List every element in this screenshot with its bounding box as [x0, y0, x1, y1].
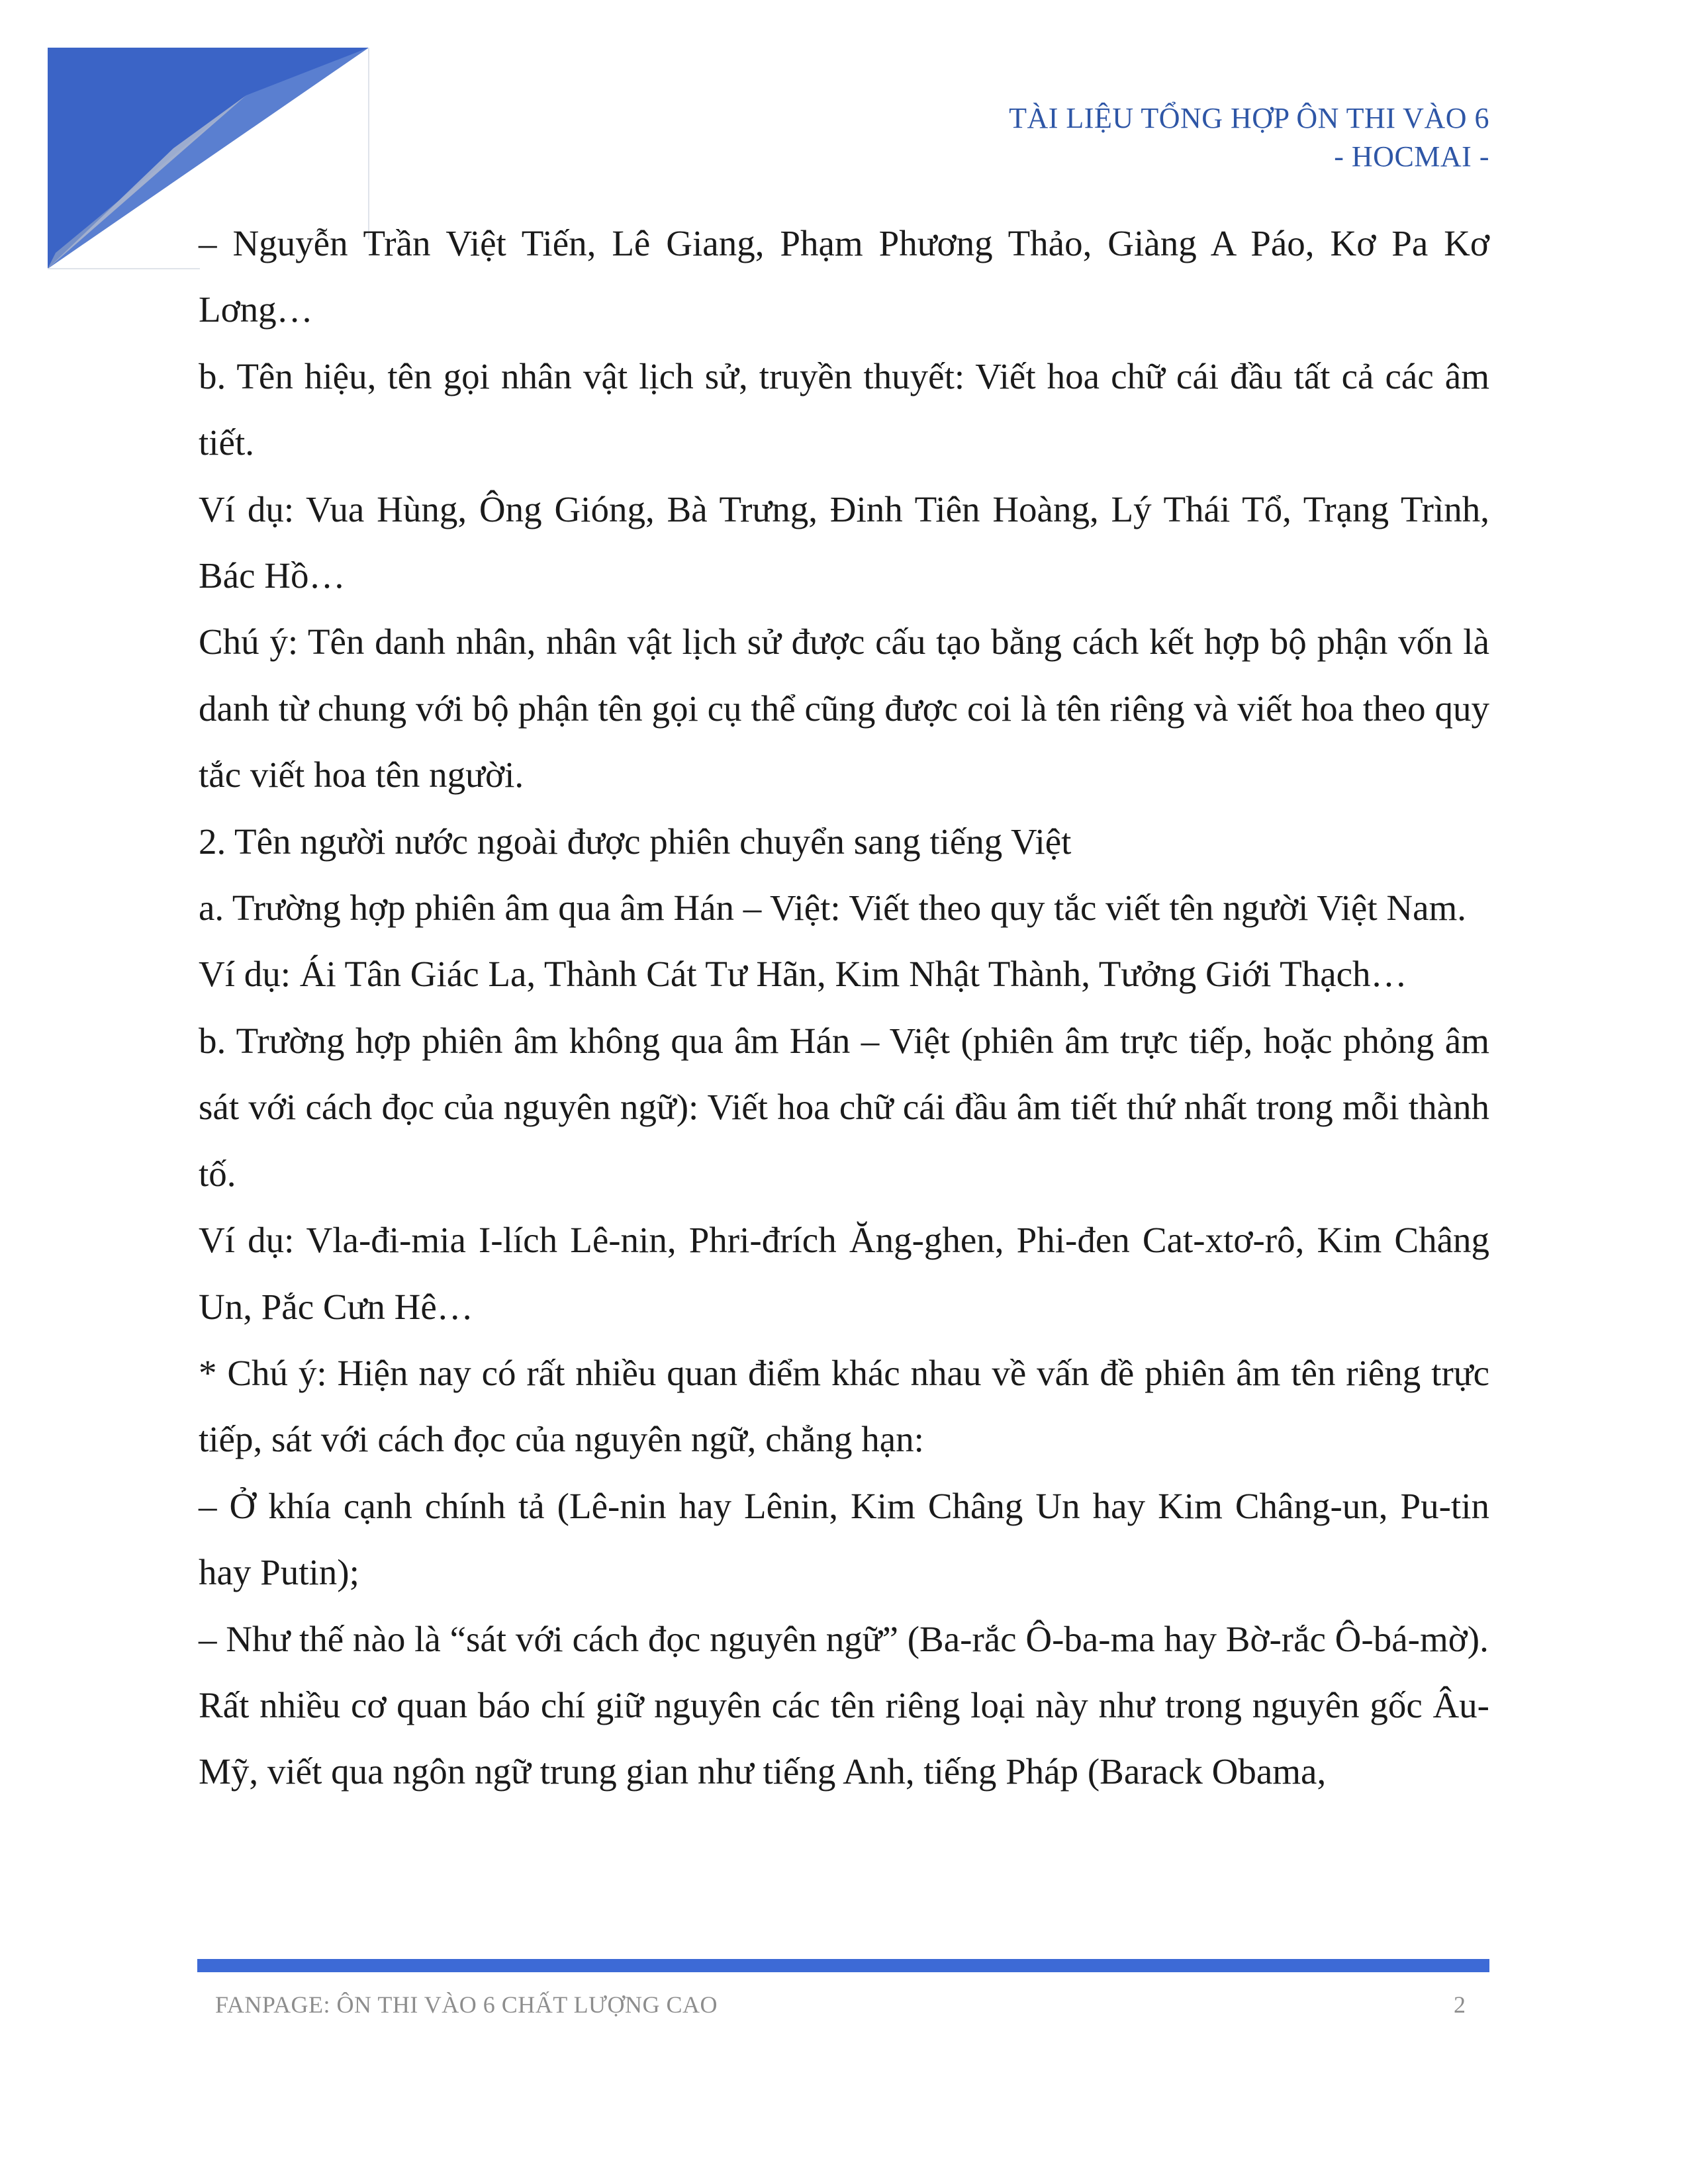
document-body	[199, 210, 1489, 1805]
footer-fanpage-text: FANPAGE: ÔN THI VÀO 6 CHẤT LƯỢNG CAO	[215, 1991, 718, 2018]
paragraph: a. Trường hợp phiên âm qua âm Hán – Việt: Viết theo quy tắc viết tên người Việt Nam.	[199, 887, 1467, 929]
paragraph: – Như thế nào là “sát với cách đọc nguyên ngữ” (Ba-rắc Ô-ba-ma hay Bờ-rắc Ô-bá-mờ).	[199, 1618, 1489, 1659]
page-header	[1009, 99, 1489, 176]
header-title: TÀI LIỆU TỔNG HỢP ÔN THI VÀO 6	[1009, 102, 1489, 134]
paragraph: b. Trường hợp phiên âm không qua âm Hán – Việt (phiên âm trực tiếp, hoặc phỏng âm sát với cách đọc của nguyên ngữ): Viết hoa chữ cái đầu âm tiết thứ nhất trong mỗi thành tố.	[199, 1020, 1489, 1194]
paragraph: 2. Tên người nước ngoài được phiên chuyển sang tiếng Việt	[199, 821, 1072, 862]
paragraph: b. Tên hiệu, tên gọi nhân vật lịch sử, truyền thuyết: Viết hoa chữ cái đầu tất cả các âm tiết.	[199, 355, 1489, 463]
paragraph: Chú ý: Tên danh nhân, nhân vật lịch sử được cấu tạo bằng cách kết hợp bộ phận vốn là danh từ chung với bộ phận tên gọi cụ thể cũng được coi là tên riêng và viết hoa theo quy tắc viết hoa tên người.	[199, 621, 1489, 796]
header-subtitle: - HOCMAI -	[1334, 140, 1489, 173]
paragraph: * Chú ý: Hiện nay có rất nhiều quan điểm khác nhau về vấn đề phiên âm tên riêng trực tiếp, sát với cách đọc của nguyên ngữ, chẳng hạn:	[199, 1352, 1489, 1460]
footer-divider	[197, 1959, 1489, 1972]
page-number: 2	[1454, 1991, 1466, 2018]
paragraph: – Ở khía cạnh chính tả (Lê-nin hay Lênin, Kim Châng Un hay Kim Châng-un, Pu-tin hay Putin);	[199, 1485, 1489, 1593]
paragraph: Ví dụ: Vla-đi-mia I-lích Lê-nin, Phri-đrích Ăng-ghen, Phi-đen Cat-xtơ-rô, Kim Châng Un, Pắc Cưn Hê…	[199, 1220, 1489, 1327]
paragraph: – Nguyễn Trần Việt Tiến, Lê Giang, Phạm Phương Thảo, Giàng A Páo, Kơ Pa Kơ Lơng…	[199, 223, 1489, 330]
paragraph: Rất nhiều cơ quan báo chí giữ nguyên các tên riêng loại này như trong nguyên gốc Âu-Mỹ, viết qua ngôn ngữ trung gian như tiếng Anh, tiếng Pháp (Barack Obama,	[199, 1684, 1489, 1792]
paragraph: Ví dụ: Ái Tân Giác La, Thành Cát Tư Hãn, Kim Nhật Thành, Tưởng Giới Thạch…	[199, 954, 1407, 995]
paragraph: Ví dụ: Vua Hùng, Ông Gióng, Bà Trưng, Đinh Tiên Hoàng, Lý Thái Tổ, Trạng Trình, Bác Hồ…	[199, 488, 1489, 596]
